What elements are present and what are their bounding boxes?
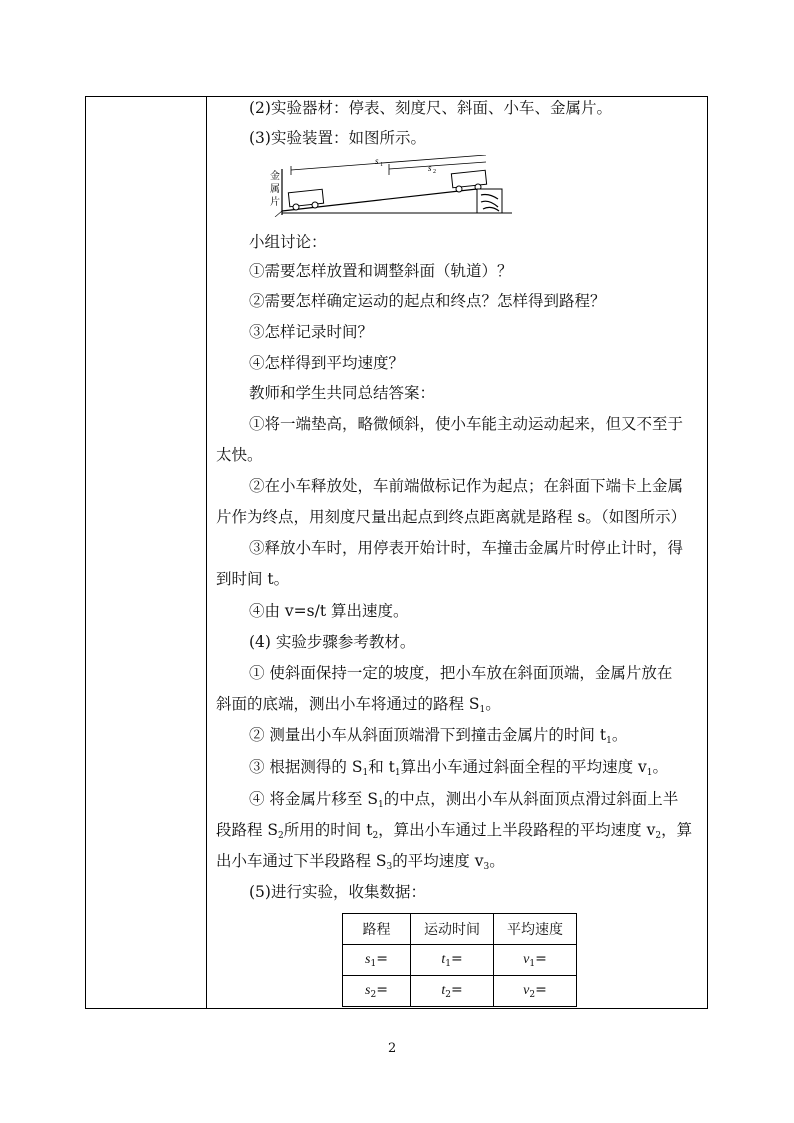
steps-title: (4) 实验步骤参考教材。: [249, 633, 416, 651]
cell-v1[interactable]: [494, 945, 577, 976]
figure-label-char: 金: [270, 171, 280, 182]
subscript: 3: [386, 862, 393, 872]
equals: =: [535, 951, 547, 967]
equals: =: [450, 982, 463, 998]
subscript: 2: [370, 990, 377, 1000]
cell-t2[interactable]: [411, 976, 494, 1007]
text: 。: [489, 852, 505, 870]
subscript: 1: [445, 959, 451, 969]
subscript: 1: [606, 736, 612, 746]
summary-title: 教师和学生共同总结答案：: [249, 384, 436, 402]
answer-1-line1: ①将一端垫高，略微倾斜，使小车能主动运动起来，但又不至于: [249, 415, 684, 433]
text: ② 测量出小车从斜面顶端滑下到撞击金属片的时间 t: [249, 726, 607, 744]
text: 的平均速度 v: [392, 852, 484, 870]
discussion-title: 小组讨论：: [249, 233, 327, 251]
var: t: [441, 983, 446, 998]
question-3: ③怎样记录时间？: [249, 323, 374, 341]
figure-label-char: 片: [270, 197, 280, 208]
subscript: 2: [372, 831, 379, 841]
step-1-line1: ① 使斜面保持一定的坡度，把小车放在斜面顶端，金属片放在: [249, 664, 673, 682]
table-header-row: [343, 914, 577, 945]
text: ③ 根据测得的 S: [249, 758, 363, 776]
table-row: [343, 945, 577, 976]
text: 和 t: [368, 758, 395, 776]
answer-2-line1: ②在小车释放处，车前端做标记作为起点；在斜面下端卡上金属: [249, 477, 684, 495]
text: 出小车通过下半段路程 S: [216, 852, 387, 870]
subscript: 3: [483, 862, 490, 872]
text: 。: [485, 695, 501, 713]
answer-3-line2: 到时间 t。: [216, 570, 290, 588]
question-4: ④怎样得到平均速度？: [249, 354, 405, 372]
data-table: [342, 913, 577, 1007]
cell-v2[interactable]: [494, 976, 577, 1007]
var: v: [523, 952, 530, 967]
text: 。: [611, 726, 628, 744]
text: 的中点，测出小车从斜面顶点滑过斜面上半: [383, 790, 679, 808]
step-1-line2: [216, 694, 501, 720]
step-3: [249, 757, 668, 783]
subscript: 1: [529, 959, 536, 969]
question-2: ②需要怎样确定运动的起点和终点？怎样得到路程？: [249, 292, 606, 310]
header-time: 运动时间: [411, 914, 494, 945]
figure-s1: s: [375, 156, 379, 166]
answer-1-line2: 太快。: [216, 446, 263, 464]
text: ，算出小车通过上半段路程的平均速度 v: [378, 821, 656, 839]
page-number: 2: [388, 1041, 397, 1056]
equipment-line: (2)实验器材：停表、刻度尺、斜面、小车、金属片。: [249, 99, 612, 117]
device-line: (3)实验装置：如图所示。: [249, 129, 426, 147]
subscript: 1: [377, 800, 384, 810]
subscript: 2: [655, 831, 662, 841]
subscript: 1: [394, 768, 401, 778]
figure-s2-sub: 2: [433, 169, 436, 175]
step-4-line2: [216, 820, 692, 846]
text: 段路程 S: [216, 821, 279, 839]
subscript: 1: [646, 768, 653, 778]
equals: =: [450, 951, 463, 967]
answer-3-line1: ③释放小车时，用停表开始计时，车撞击金属片时停止计时，得: [249, 539, 684, 557]
step-4-line1: [249, 789, 678, 815]
figure-s2: s: [428, 163, 432, 173]
equals: =: [376, 951, 388, 967]
text: 算出小车通过斜面全程的平均速度 v: [400, 758, 647, 776]
text: 所用的时间 t: [283, 821, 373, 839]
answer-2-line2: 片作为终点，用刻度尺量出起点到终点距离就是路程 s。（如图所示）: [216, 508, 687, 526]
text: 斜面的底端，测出小车将通过的路程 S: [216, 695, 480, 713]
incline-figure: [267, 155, 512, 217]
var: s: [365, 983, 371, 998]
text: 。: [652, 758, 669, 776]
subscript: 1: [362, 768, 369, 778]
subscript: 2: [445, 990, 451, 1000]
question-1: ①需要怎样放置和调整斜面（轨道）？: [249, 262, 513, 280]
var: s: [365, 952, 371, 967]
figure-s1-sub: 1: [380, 162, 383, 168]
figure-label-char: 属: [270, 184, 280, 195]
equals: =: [376, 982, 388, 998]
cell-t1[interactable]: [411, 945, 494, 976]
equals: =: [535, 982, 547, 998]
step-2: [249, 725, 627, 751]
cell-s1[interactable]: [343, 945, 411, 976]
answer-4: ④由 v=s/t 算出速度。: [249, 602, 409, 620]
text: ，算: [661, 821, 693, 839]
table-row: [343, 976, 577, 1007]
header-speed: 平均速度: [494, 914, 577, 945]
step-4-line3: [216, 851, 505, 877]
var: v: [523, 983, 530, 998]
subscript: 1: [479, 705, 486, 715]
cell-s2[interactable]: [343, 976, 411, 1007]
subscript: 2: [278, 831, 284, 841]
text: ④ 将金属片移至 S: [249, 790, 378, 808]
column-divider: [206, 96, 207, 1009]
subscript: 1: [370, 959, 377, 969]
collect-data-title: (5)进行实验，收集数据：: [249, 883, 426, 901]
var: t: [441, 952, 446, 967]
header-distance: 路程: [343, 914, 411, 945]
subscript: 2: [529, 990, 536, 1000]
